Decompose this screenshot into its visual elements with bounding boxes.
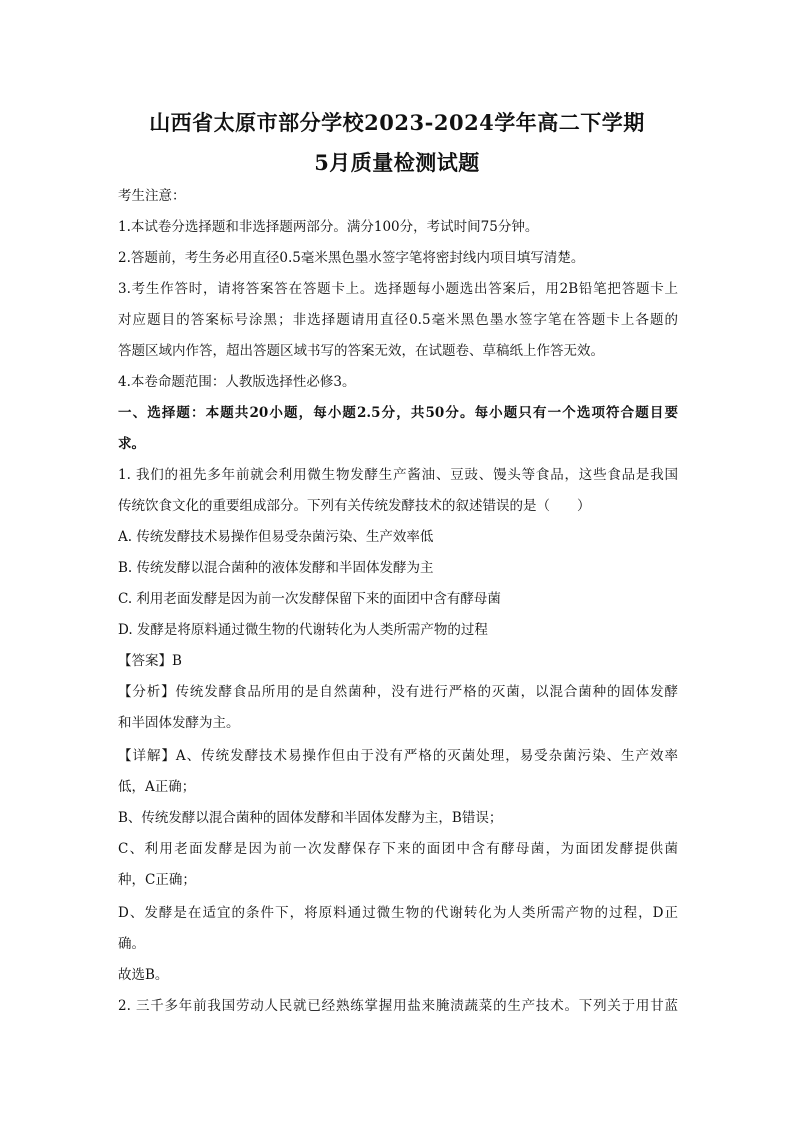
question-1-option-b: B. 传统发酵以混合菌种的液体发酵和半固体发酵为主 [118,560,434,576]
question-1-detail-d-line1: D、发酵是在适宜的条件下，将原料通过微生物的代谢转化为人类所需产物的过程，D正 [118,905,678,921]
question-1-analysis-line1: 【分析】传统发酵食品所用的是自然菌种，没有进行严格的灭菌，以混合菌种的固体发酵 [118,684,678,700]
question-1-detail-c-line1: C、利用老面发酵是因为前一次发酵保存下来的面团中含有酵母菌，为面团发酵提供菌 [118,841,678,857]
question-1-option-c: C. 利用老面发酵是因为前一次发酵保留下来的面团中含有酵母菌 [118,591,501,607]
notice-item-2: 2.答题前，考生务必用直径0.5毫米黑色墨水签字笔将密封线内项目填写清楚。 [118,250,585,266]
question-2-stem-line1: 2. 三千多年前我国劳动人民就已经熟练掌握用盐来腌渍蔬菜的生产技术。下列关于用甘蓝 [118,998,678,1014]
question-1-analysis-line2: 和半固体发酵为主。 [118,715,240,731]
notice-item-4: 4.本卷命题范围：人教版选择性必修3。 [118,374,356,390]
section-heading-line2: 求。 [118,436,145,452]
question-1-detail-c-line2: 种，C正确； [118,872,196,888]
question-1-stem-line1: 1. 我们的祖先多年前就会利用微生物发酵生产酱油、豆豉、馒头等食品，这些食品是我国 [118,467,678,483]
question-1-answer: 【答案】B [118,653,182,669]
notice-item-3-line2: 对应题目的答案标号涂黑；非选择题请用直径0.5毫米黑色墨水签字笔在答题卡上各题的 [118,312,678,328]
document-title-line2: 5月质量检测试题 [314,150,480,175]
notice-heading: 考生注意： [118,188,186,204]
question-1-detail-a-line2: 低，A正确； [118,779,196,795]
question-1-detail-a-line1: 【详解】A、传统发酵技术易操作但由于没有严格的灭菌处理，易受杂菌污染、生产效率 [118,748,678,764]
question-1-option-d: D. 发酵是将原料通过微生物的代谢转化为人类所需产物的过程 [118,622,488,638]
notice-item-3-line3: 答题区域内作答，超出答题区域书写的答案无效，在试题卷、草稿纸上作答无效。 [118,343,604,359]
notice-item-3-line1: 3.考生作答时，请将答案答在答题卡上。选择题每小题选出答案后，用2B铅笔把答题卡上 [118,281,678,297]
question-1-conclusion: 故选B。 [118,967,169,983]
notice-item-1: 1.本试卷分选择题和非选择题两部分。满分100分，考试时间75分钟。 [118,219,539,235]
question-1-stem-line2: 传统饮食文化的重要组成部分。下列有关传统发酵技术的叙述错误的是（ ） [118,498,591,514]
question-1-option-a: A. 传统发酵技术易操作但易受杂菌污染、生产效率低 [118,529,434,545]
section-heading-line1: 一、选择题：本题共20小题，每小题2.5分，共50分。每小题只有一个选项符合题目要 [118,405,678,421]
document-title-line1: 山西省太原市部分学校2023-2024学年高二下学期 [149,110,645,135]
question-1-detail-d-line2: 确。 [118,936,145,952]
question-1-detail-b: B、传统发酵以混合菌种的固体发酵和半固体发酵为主，B错误； [118,810,503,826]
